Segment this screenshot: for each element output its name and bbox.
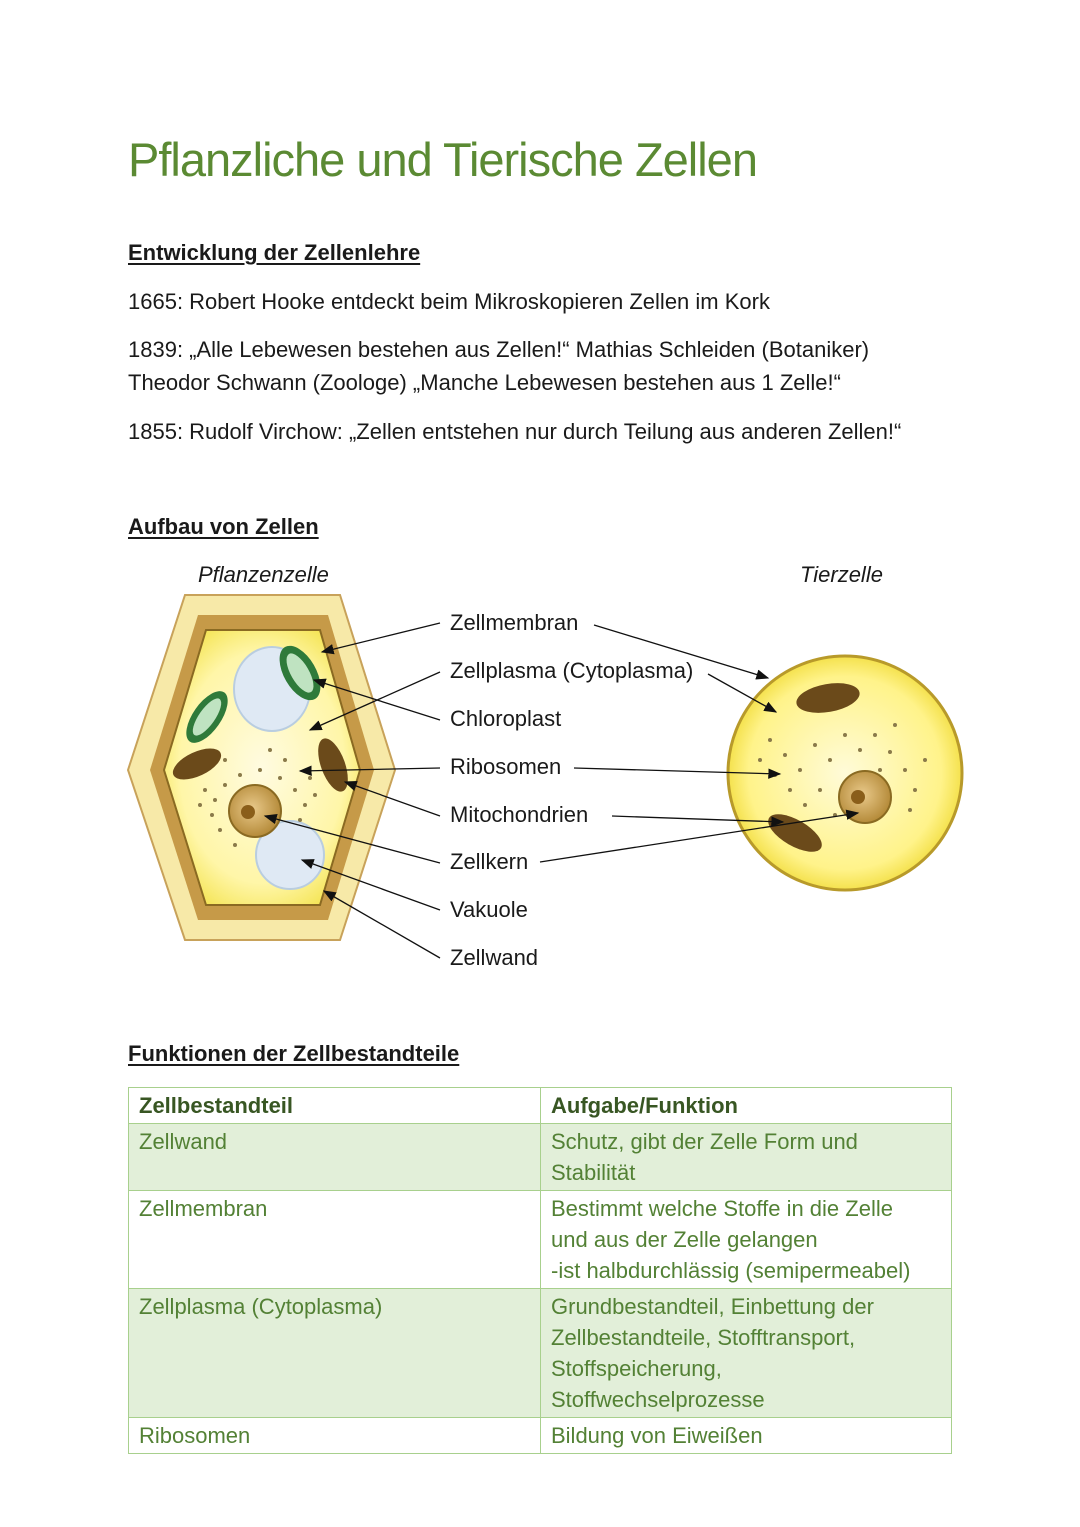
history-line-1855: 1855: Rudolf Virchow: „Zellen entstehen nur durch Teilung aus anderen Zellen!“ [128,419,902,444]
animal-nucleolus [851,790,865,804]
table-row [129,1191,952,1289]
label-vakuole: Vakuole [450,897,528,922]
plant-nucleolus [241,805,255,819]
table-header-row [129,1088,952,1124]
plant-cell-caption: Pflanzenzelle [198,562,329,587]
table-cell-function [541,1124,952,1191]
function-line: und aus der Zelle gelangen [551,1227,818,1252]
table-row [129,1289,952,1418]
functions-heading: Funktionen der Zellbestandteile [128,1041,460,1066]
label-zellwand: Zellwand [450,945,539,970]
label-mitochondrien: Mitochondrien [450,802,589,827]
table-header-part: Zellbestandteil [129,1088,541,1124]
history-heading: Entwicklung der Zellenlehre [128,240,421,265]
label-zellmembran: Zellmembran [450,610,579,635]
function-line: -ist halbdurchlässig (semipermeabel) [551,1258,911,1283]
label-ribosomen: Ribosomen [450,754,562,779]
table-cell-function [541,1289,952,1418]
function-line: Stoffspeicherung, [551,1356,722,1381]
label-chloroplast: Chloroplast [450,706,562,731]
animal-cell-caption: Tierzelle [800,562,883,587]
function-line: Schutz, gibt der Zelle Form und [551,1129,858,1154]
table-row [129,1124,952,1191]
plant-cell [128,595,395,940]
table-cell-function [541,1191,952,1289]
history-line-1665: 1665: Robert Hooke entdeckt beim Mikroskopieren Zellen im Kork [128,289,770,314]
functions-table [128,1087,952,1454]
table-cell-part: Zellmembran [129,1191,541,1289]
plant-nucleus [229,785,281,837]
page-title: Pflanzliche und Tierische Zellen [128,133,757,186]
table-cell-part: Ribosomen [129,1418,541,1454]
function-line: Stoffwechselprozesse [551,1387,765,1412]
function-line: Grundbestandteil, Einbettung der [551,1294,874,1319]
function-line: Zellbestandteile, Stofftransport, [551,1325,856,1350]
history-line-schwann: Theodor Schwann (Zoologe) „Manche Lebewesen bestehen aus 1 Zelle!“ [128,370,841,395]
structure-heading: Aufbau von Zellen [128,514,319,539]
function-line: Bestimmt welche Stoffe in die Zelle [551,1196,893,1221]
table-cell-part: Zellplasma (Cytoplasma) [129,1289,541,1418]
table-cell-function [541,1418,952,1454]
function-line: Bildung von Eiweißen [551,1423,763,1448]
label-zellkern: Zellkern [450,849,529,874]
table-header-function: Aufgabe/Funktion [541,1088,952,1124]
table-cell-part: Zellwand [129,1124,541,1191]
table-row [129,1418,952,1454]
function-line: Stabilität [551,1160,636,1185]
history-line-1839: 1839: „Alle Lebewesen bestehen aus Zellen!“ Mathias Schleiden (Botaniker) [128,337,870,362]
label-zellplasma: Zellplasma (Cytoplasma) [450,658,694,683]
